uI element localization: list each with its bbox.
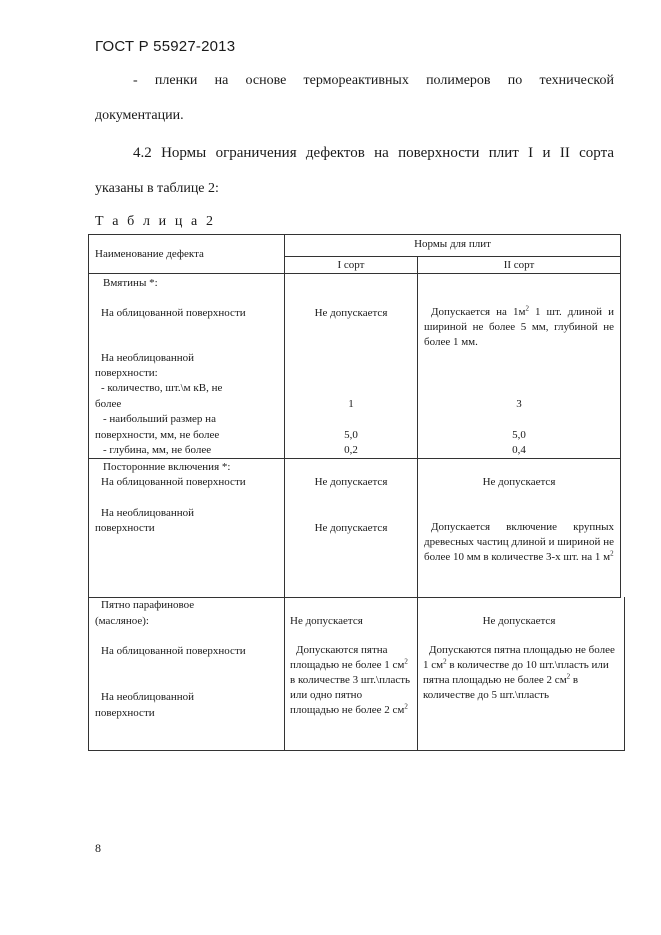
cell-value: Не допускается (314, 476, 388, 488)
table-border-left (88, 234, 89, 750)
cell-value: 1 (348, 398, 354, 410)
table-border-top (88, 234, 621, 235)
cell-value: 3 (516, 398, 522, 410)
table-border-bottom (88, 750, 625, 751)
body-paragraph-line: документации. (95, 108, 184, 123)
table-col-divider (417, 256, 418, 750)
body-paragraph-line: - пленки на основе термореактивных полимеров по технической (133, 73, 614, 88)
table-border-right (624, 597, 625, 750)
body-paragraph-line: 4.2 Нормы ограничения дефектов на поверхности плит I и II сорта (133, 145, 614, 161)
section-title: Посторонние включения *: (103, 461, 231, 473)
cell-value: 0,4 (512, 444, 526, 456)
row-label: поверхности (95, 522, 155, 534)
cell-paragraph: Допускается на $1м^2$ 1 шт. длиной и шириной не более 5 мм, глубиной не более 1 мм. (424, 304, 614, 348)
cell-value: 5,0 (512, 429, 526, 441)
cell-paragraph: Допускаются пятна площадью не более 1 $см^2$ в количестве 3 шт.\пласть или одно пятно площадью не более 2 $см^2$ (290, 644, 411, 716)
cell-value: 5,0 (344, 429, 358, 441)
section-title: Пятно парафиновое (101, 599, 195, 611)
cell-value: Не допускается (290, 615, 363, 627)
section-title: Вмятины *: (103, 277, 158, 289)
row-label: - количество, шт.\м кВ, не (101, 382, 223, 394)
row-label: - наибольший размер на (103, 413, 216, 425)
column-header-norms: Нормы для плит (414, 238, 491, 250)
row-label: более (95, 398, 122, 410)
row-label: - глубина, мм, не более (103, 444, 212, 456)
column-header-grade-2: II сорт (503, 259, 535, 271)
cell-value: Не допускается (314, 307, 388, 319)
cell-value: Не допускается (482, 615, 556, 627)
row-label: поверхности, мм, не более (95, 429, 220, 441)
table-border-right (620, 234, 621, 597)
document-header: ГОСТ Р 55927-2013 (95, 38, 236, 55)
row-label: На необлицованной (101, 691, 195, 703)
body-paragraph-line: указаны в таблице 2: (95, 181, 219, 196)
column-header-defect: Наименование дефекта (95, 248, 204, 260)
column-header-grade-1: I сорт (337, 259, 365, 271)
row-label: На необлицованной (101, 507, 195, 519)
row-label: На облицованной поверхности (101, 476, 246, 488)
section-title: (масляное): (95, 615, 149, 627)
row-label: На необлицованной (101, 352, 195, 364)
cell-value: Не допускается (314, 522, 388, 534)
table-caption: Т а б л и ц а 2 (95, 214, 216, 229)
row-label: На облицованной поверхности (101, 307, 246, 319)
cell-paragraph: Допускается включение крупных древесных частиц длиной и шириной не более 10 мм в количестве 3-х шт. на 1 $м^2$ (424, 521, 614, 563)
row-label: На облицованной поверхности (101, 645, 246, 657)
page-number: 8 (95, 841, 101, 855)
row-label: поверхности: (95, 367, 158, 379)
table-header-bottom (88, 273, 621, 274)
cell-value: Не допускается (482, 476, 556, 488)
table-row-divider (88, 458, 621, 459)
cell-paragraph: Допускаются пятна площадью не более 1 $см^2$ в количестве до 10 шт.\пласть или пятна площадью не более 2 $см^2$ в количестве до 5 шт.\пласть (423, 644, 615, 701)
cell-value: 0,2 (344, 444, 358, 456)
table-header-divider (284, 256, 621, 257)
row-label: поверхности (95, 707, 155, 719)
